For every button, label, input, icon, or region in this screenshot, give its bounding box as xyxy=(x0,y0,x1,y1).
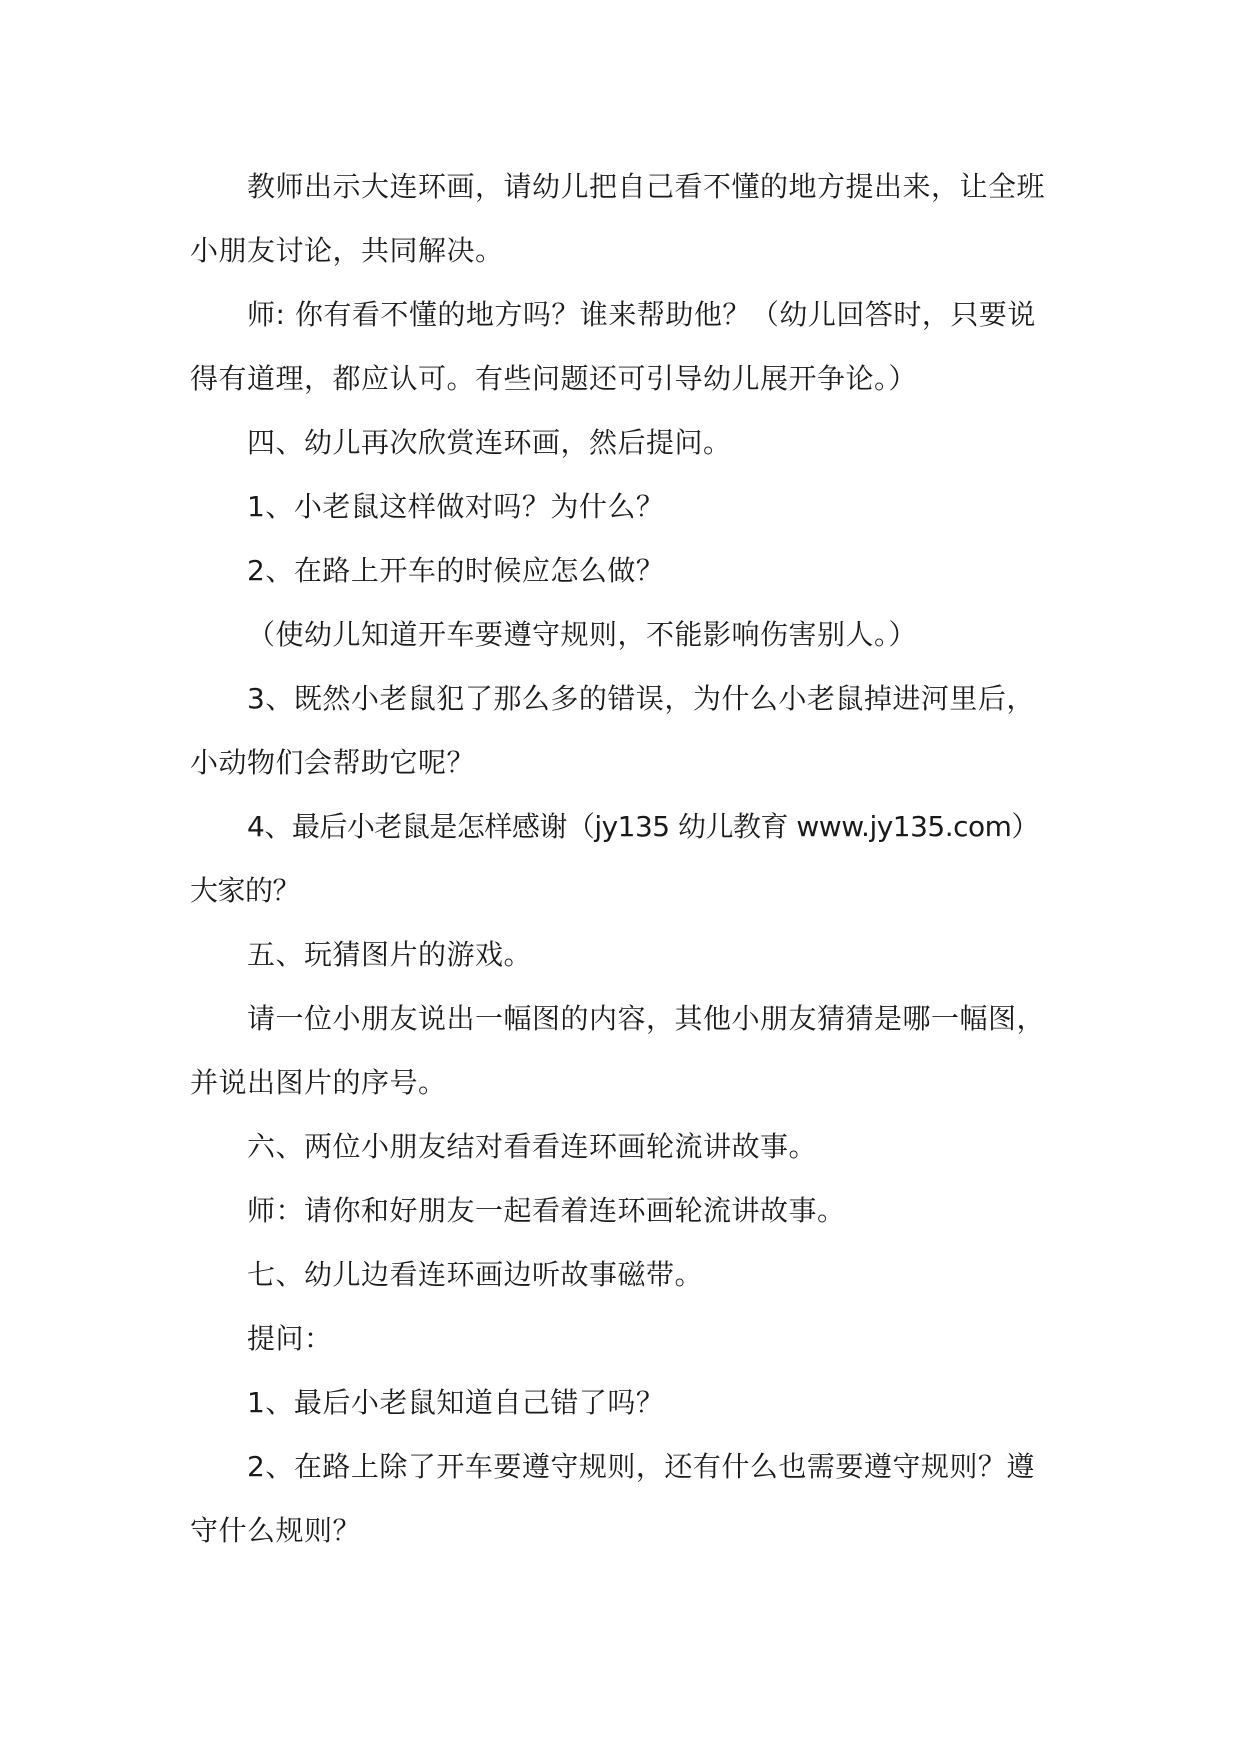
paragraph-10: 请一位小朋友说出一幅图的内容，其他小朋友猜猜是哪一幅图，并说出图片的序号。 xyxy=(190,1002,1046,1099)
paragraph-13: 七、幼儿边看连环画边听故事磁带。 xyxy=(247,1258,704,1291)
document-body xyxy=(190,155,1060,1563)
paragraph-7: 3、既然小老鼠犯了那么多的错误，为什么小老鼠掉进河里后，小动物们会帮助它呢？ xyxy=(190,682,1035,779)
paragraph-1: 教师出示大连环画，请幼儿把自己看不懂的地方提出来，让全班小朋友讨论，共同解决。 xyxy=(190,170,1046,267)
paragraph-9: 五、玩猜图片的游戏。 xyxy=(247,938,533,971)
paragraph-11: 六、两位小朋友结对看看连环画轮流讲故事。 xyxy=(247,1130,818,1163)
paragraph-8: 4、最后小老鼠是怎样感谢（jy135 幼儿教育 www.jy135.com）大家的？ xyxy=(190,810,1039,907)
paragraph-6: （使幼儿知道开车要遵守规则，不能影响伤害别人。） xyxy=(247,618,918,651)
paragraph-12: 师：请你和好朋友一起看着连环画轮流讲故事。 xyxy=(247,1194,846,1227)
paragraph-5: 2、在路上开车的时候应怎么做？ xyxy=(247,554,665,587)
paragraph-4: 1、小老鼠这样做对吗？为什么？ xyxy=(247,490,665,523)
paragraph-15: 1、最后小老鼠知道自己错了吗？ xyxy=(247,1386,665,1419)
paragraph-2: 师: 你有看不懂的地方吗？谁来帮助他？（幼儿回答时，只要说得有道理，都应认可。有些问题还可引导幼儿展开争论。） xyxy=(190,298,1036,395)
paragraph-16: 2、在路上除了开车要遵守规则，还有什么也需要遵守规则？遵守什么规则？ xyxy=(190,1450,1035,1547)
paragraph-14: 提问： xyxy=(247,1322,333,1355)
paragraph-3: 四、幼儿再次欣赏连环画，然后提问。 xyxy=(247,426,732,459)
